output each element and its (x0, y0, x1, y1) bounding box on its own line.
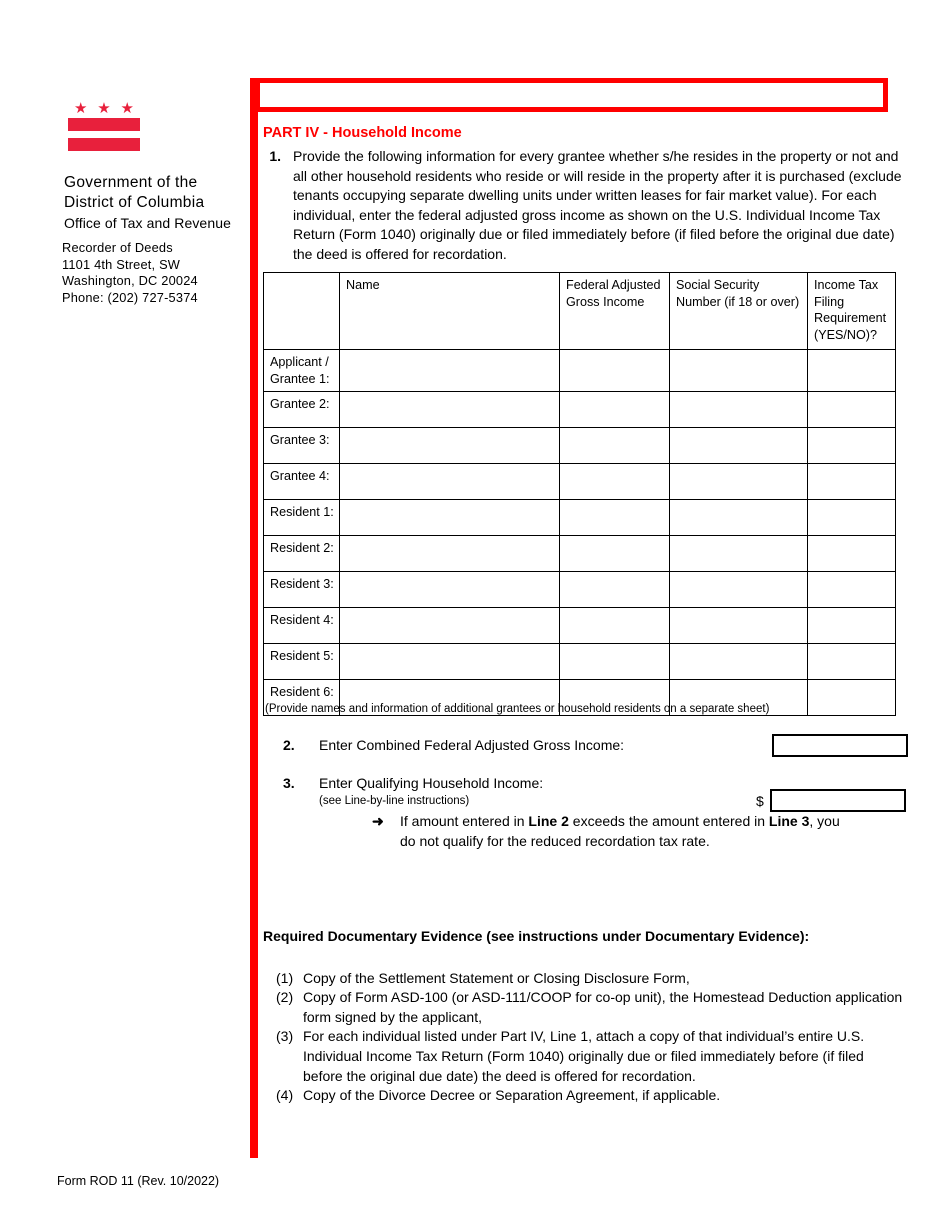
income-tax-filing-cell[interactable] (808, 608, 896, 644)
federal-agi-cell[interactable] (560, 644, 670, 680)
agency-identity-column (0, 0, 250, 1230)
flag-bar-lower (68, 138, 140, 151)
line-3-subnote: (see Line-by-line instructions) (319, 794, 470, 807)
documentary-evidence-section (263, 927, 903, 1106)
page-title: PART IV - Household Income (263, 125, 462, 141)
row-label-cell: Grantee 3: (264, 428, 340, 464)
income-tax-filing-cell[interactable] (808, 536, 896, 572)
documentary-evidence-list (263, 969, 903, 1106)
income-tax-filing-cell[interactable] (808, 500, 896, 536)
table-row (264, 536, 896, 572)
row-label-cell: Resident 1: (264, 500, 340, 536)
name-cell[interactable] (340, 392, 560, 428)
table-row (264, 572, 896, 608)
column-header-name: Name (340, 273, 560, 350)
line-3-qualification-note (372, 812, 842, 851)
address-street: 1101 4th Street, SW (62, 256, 181, 272)
table-row (264, 428, 896, 464)
column-header-ssn: Social Security Number (if 18 or over) (670, 273, 808, 350)
name-cell[interactable] (340, 608, 560, 644)
star-icon: ★ (74, 100, 88, 117)
documentary-evidence-item (263, 969, 903, 989)
ssn-cell[interactable] (670, 644, 808, 680)
red-vertical-rule (250, 78, 258, 1158)
income-tax-filing-cell[interactable] (808, 464, 896, 500)
instruction-1-number: 1. (269, 148, 281, 164)
star-icon: ★ (97, 100, 111, 117)
documentary-evidence-title: Required Documentary Evidence (see instructions under Documentary Evidence): (263, 928, 810, 944)
note-bold-line2: Line 2 (528, 813, 569, 829)
row-label-cell: Grantee 2: (264, 392, 340, 428)
note-seg-2: exceeds the amount entered in (568, 813, 769, 829)
income-tax-filing-cell[interactable] (808, 350, 896, 392)
table-row (264, 500, 896, 536)
evidence-item-text: Copy of the Settlement Statement or Closing Disclosure Form, (303, 969, 690, 986)
instruction-1-text: Provide the following information for every grantee whether s/he resides in the property or not and all other household residents who reside or will reside in the property after it is purchased (exclude tenants occupying separate dwelling units under written leases for fair market value). For each individual, enter the federal adjusted gross income as shown on the U.S. Individual Income Tax Return (Form 1040) originally due or filed immediately before (if filed before the original due date) the deed is offered for recordation. (293, 148, 902, 262)
row-label-cell: Resident 3: (264, 572, 340, 608)
flag-stars-group (74, 100, 134, 117)
federal-agi-cell[interactable] (560, 608, 670, 644)
ssn-cell[interactable] (670, 500, 808, 536)
income-tax-filing-cell[interactable] (808, 680, 896, 716)
row-label-cell: Resident 4: (264, 608, 340, 644)
table-header-row (264, 273, 896, 350)
line-3-amount-input[interactable] (770, 789, 906, 812)
column-header-income-tax-filing: Income Tax Filing Requirement (YES/NO)? (808, 273, 896, 350)
row-label-cell: Resident 5: (264, 644, 340, 680)
household-income-table (263, 272, 896, 716)
federal-agi-cell[interactable] (560, 500, 670, 536)
row-label-cell: Grantee 4: (264, 464, 340, 500)
note-seg-1: If amount entered in (400, 813, 529, 829)
agency-name-line-2: District of Columbia (64, 194, 205, 211)
line-2-input-wrapper (772, 734, 908, 757)
dollar-sign-label: $ (756, 792, 764, 809)
name-cell[interactable] (340, 428, 560, 464)
evidence-item-marker: (3) (276, 1028, 294, 1045)
income-tax-filing-cell[interactable] (808, 572, 896, 608)
agency-name-line-1: Government of the (64, 174, 198, 191)
federal-agi-cell[interactable] (560, 392, 670, 428)
documentary-evidence-item (263, 1086, 903, 1106)
row-label-cell: Resident 2: (264, 536, 340, 572)
line-3-label: Enter Qualifying Household Income: (319, 775, 544, 791)
form-identifier-footer: Form ROD 11 (Rev. 10/2022) (57, 1174, 220, 1188)
name-cell[interactable] (340, 644, 560, 680)
line-3-number: 3. (283, 775, 295, 791)
evidence-item-marker: (4) (276, 1087, 294, 1104)
address-city-state-zip: Washington, DC 20024 (62, 273, 198, 288)
table-row (264, 350, 896, 392)
ssn-cell[interactable] (670, 608, 808, 644)
ssn-cell[interactable] (670, 572, 808, 608)
line-3-input-wrapper (756, 789, 906, 812)
line-2-number: 2. (283, 737, 295, 753)
qualification-note-text (400, 812, 842, 851)
ssn-cell[interactable] (670, 350, 808, 392)
table-row (264, 464, 896, 500)
flag-bar-upper (68, 118, 140, 131)
line-2-label: Enter Combined Federal Adjusted Gross Income: (319, 737, 625, 753)
federal-agi-cell[interactable] (560, 536, 670, 572)
agency-name-block (64, 173, 254, 233)
evidence-item-text: Copy of the Divorce Decree or Separation Agreement, if applicable. (303, 1087, 721, 1104)
documentary-evidence-item (263, 1027, 903, 1086)
table-footnote: (Provide names and information of additional grantees or household residents on a separate sheet) (265, 703, 770, 715)
ssn-cell[interactable] (670, 392, 808, 428)
note-seg-3: , you do not qualify for the reduced recordation tax rate. (400, 813, 840, 849)
instruction-item-1 (263, 147, 903, 265)
dc-flag-logo (68, 100, 140, 151)
top-red-empty-box (255, 78, 888, 112)
arrow-right-icon: ➜ (372, 813, 384, 829)
name-cell[interactable] (340, 500, 560, 536)
line-2-amount-input[interactable] (772, 734, 908, 757)
table-row (264, 392, 896, 428)
evidence-item-text: Copy of Form ASD-100 (or ASD-111/COOP for co-op unit), the Homestead Deduction application form signed by the applicant, (303, 989, 903, 1025)
ssn-cell[interactable] (670, 428, 808, 464)
federal-agi-cell[interactable] (560, 572, 670, 608)
row-label-cell: Resident 6: (264, 680, 340, 716)
office-name: Recorder of Deeds (62, 240, 173, 255)
table-row (264, 644, 896, 680)
federal-agi-cell[interactable] (560, 350, 670, 392)
name-cell[interactable] (340, 464, 560, 500)
agency-name-line-3: Office of Tax and Revenue (64, 215, 231, 231)
income-tax-filing-cell[interactable] (808, 644, 896, 680)
evidence-item-marker: (1) (276, 969, 294, 986)
evidence-item-text: For each individual listed under Part IV, Line 1, attach a copy of that individual’s entire U.S. Individual Income Tax Return (Form 1040) originally due or filed immediately before (if filed before the original due date) the deed is offered for recordation. (303, 1028, 865, 1084)
column-header-corner (264, 273, 340, 350)
income-tax-filing-cell[interactable] (808, 392, 896, 428)
federal-agi-cell[interactable] (560, 428, 670, 464)
note-bold-line3: Line 3 (768, 813, 810, 829)
star-icon: ★ (120, 100, 134, 117)
evidence-item-marker: (2) (276, 989, 294, 1006)
ssn-cell[interactable] (670, 464, 808, 500)
ssn-cell[interactable] (670, 536, 808, 572)
agency-address-block (62, 240, 262, 306)
name-cell[interactable] (340, 536, 560, 572)
row-label-cell: Applicant / Grantee 1: (264, 350, 340, 392)
address-phone: Phone: (202) 727-5374 (62, 289, 198, 305)
documentary-evidence-item (263, 988, 903, 1027)
name-cell[interactable] (340, 572, 560, 608)
column-header-federal-agi: Federal Adjusted Gross Income (560, 273, 670, 350)
name-cell[interactable] (340, 350, 560, 392)
table-row (264, 608, 896, 644)
income-tax-filing-cell[interactable] (808, 428, 896, 464)
federal-agi-cell[interactable] (560, 464, 670, 500)
part-four-section (263, 124, 903, 265)
